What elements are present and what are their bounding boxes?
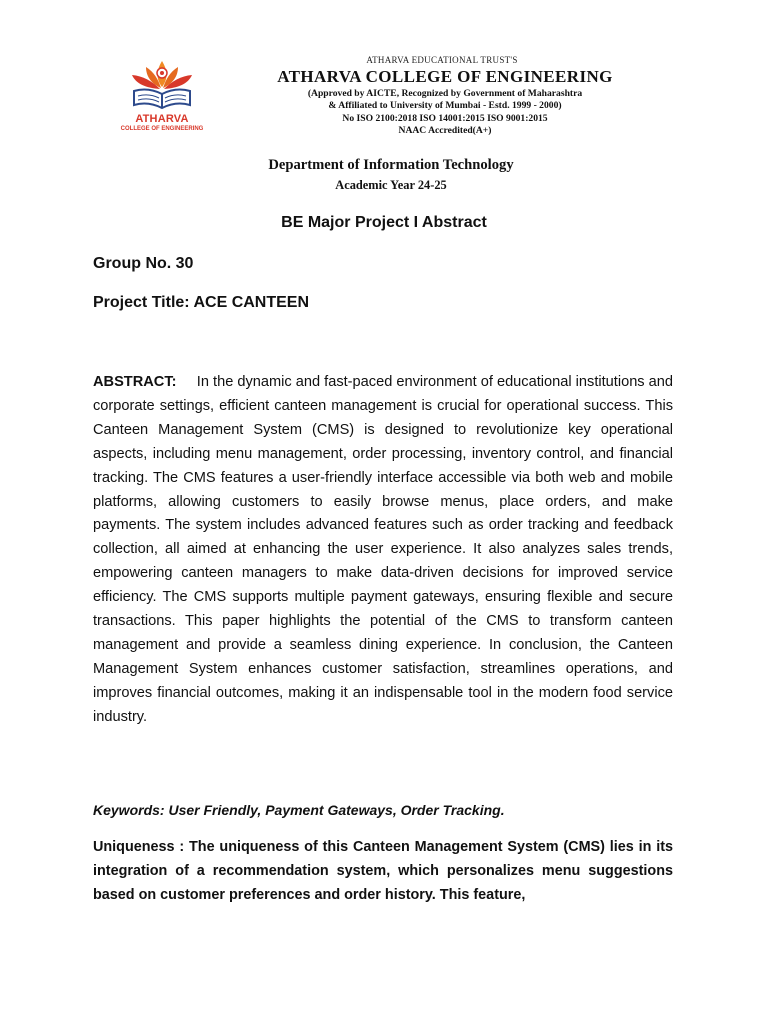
approval-line-3: No ISO 2100:2018 ISO 14001:2015 ISO 9001:2015 <box>342 112 548 124</box>
academic-year: Academic Year 24-25 <box>335 178 447 192</box>
institution-header <box>215 55 675 137</box>
approval-line-1: (Approved by AICTE, Recognized by Government of Maharashtra <box>307 88 583 99</box>
abstract-text: In the dynamic and fast-paced environment of educational institutions and corporate settings, efficient canteen management is crucial for operational success. This Canteen Management System (CMS) is designed to revolutionize key operational aspects, including menu management, order processing, inventory control, and financial tracking. The CMS features a user-friendly interface accessible via both web and mobile platforms, allowing customers to easily browse menus, place orders, and make payments. The system includes advanced features such as order tracking and feedback collection, all aimed at enhancing the user experience. It also analyzes sales trends, empowering canteen managers to make data-driven decisions for improved service efficiency. The CMS supports multiple payment gateways, ensuring flexible and secure transactions. This paper highlights the potential of the CMS to transform canteen management and provide a seamless dining experience. In conclusion, the Canteen Management System enhances customer satisfaction, streamlines operations, and improves financial outcomes, making it an indispensable tool in the modern food service industry. <box>93 374 674 725</box>
project-title: Project Title: ACE CANTEEN <box>93 294 310 311</box>
group-number: Group No. 30 <box>93 255 194 272</box>
abstract-label: ABSTRACT: <box>93 374 177 390</box>
logo-subtext: COLLEGE OF ENGINEERING <box>120 126 204 132</box>
approval-line-2: & Affiliated to University of Mumbai - Estd. 1999 - 2000) <box>328 100 562 112</box>
lotus-book-icon <box>116 57 208 113</box>
college-logo <box>116 57 208 135</box>
uniqueness-paragraph: Uniqueness : The uniqueness of this Canteen Management System (CMS) lies in its integration of a recommendation system, which personalizes menu suggestions based on customer preferences and order history. This feature, <box>93 839 673 903</box>
college-name: ATHARVA COLLEGE OF ENGINEERING <box>277 67 613 86</box>
approval-line-4: NAAC Accredited(A+) <box>398 125 492 137</box>
abstract-paragraph <box>93 371 673 730</box>
document-heading: BE Major Project I Abstract <box>281 214 487 231</box>
department-title: Department of Information Technology <box>268 157 514 173</box>
trust-name: ATHARVA EDUCATIONAL TRUST'S <box>366 55 518 65</box>
keywords-line: Keywords: User Friendly, Payment Gateways, Order Tracking. <box>93 802 505 818</box>
logo-text: ATHARVA <box>135 113 189 125</box>
